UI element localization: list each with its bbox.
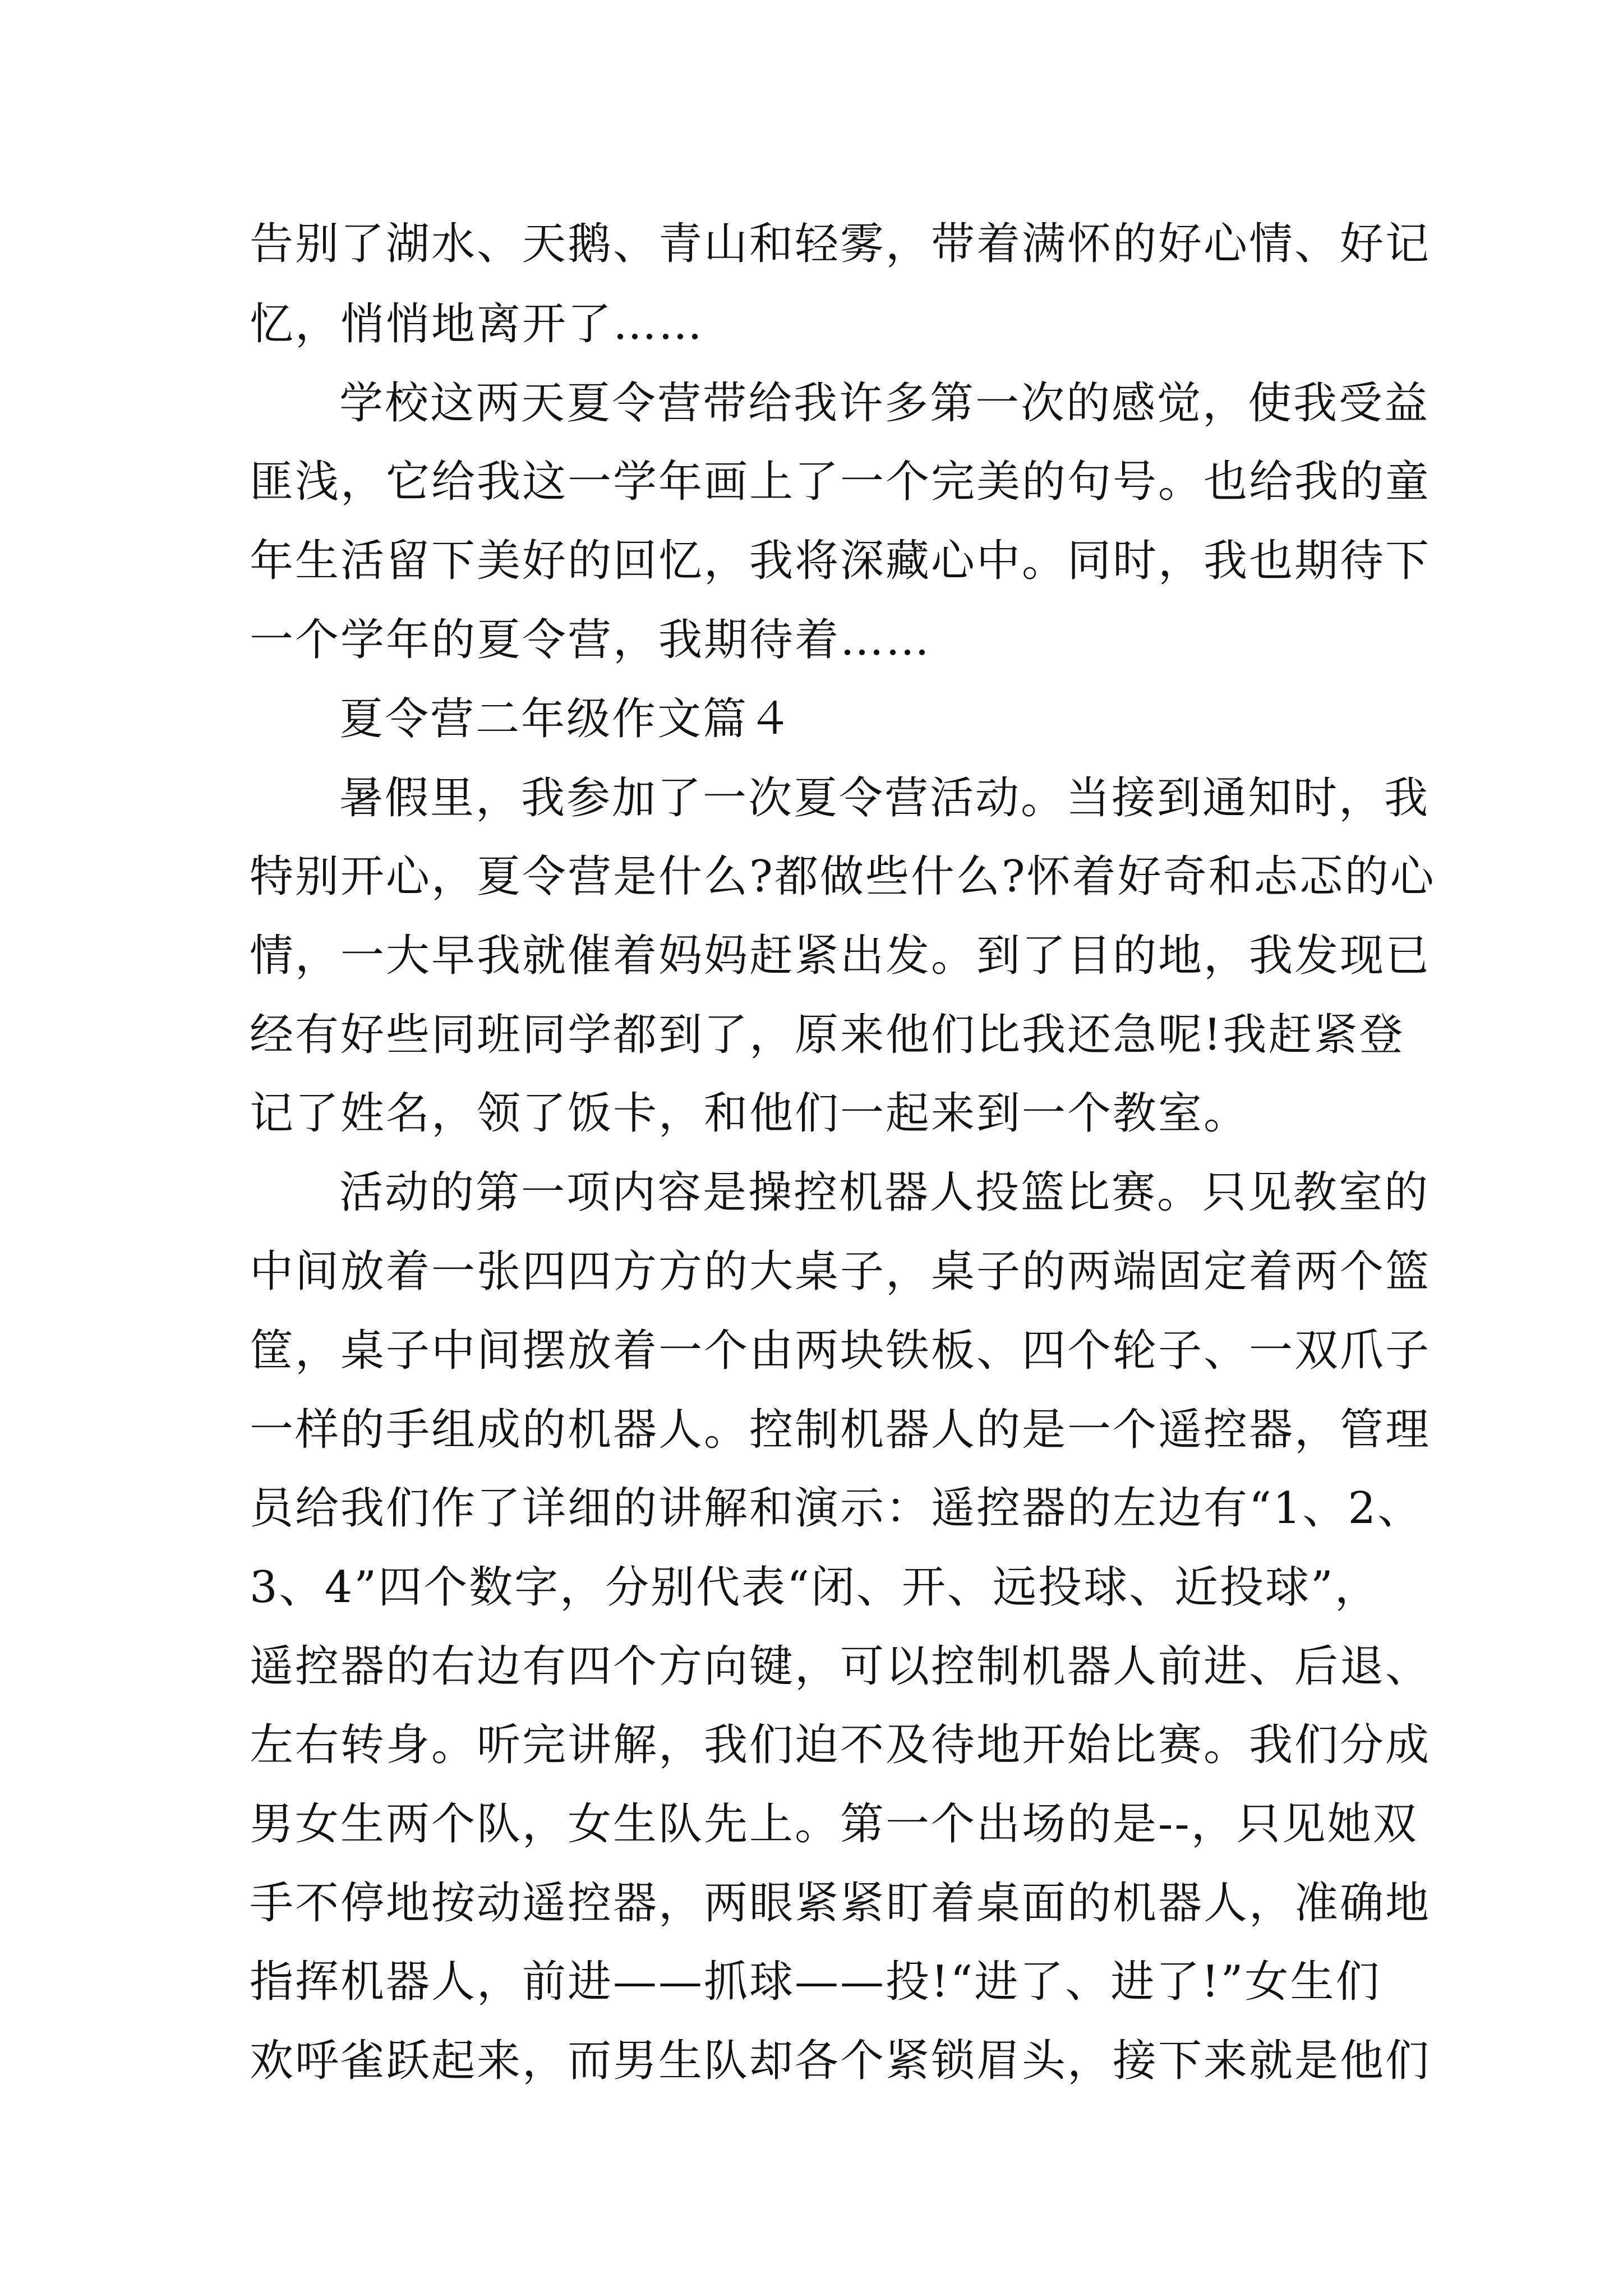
text-line: 匪浅，它给我这一学年画上了一个完美的句号。也给我的童 [250, 457, 1431, 507]
paragraph-start-line: 暑假里，我参加了一次夏令营活动。当接到通知时，我 [339, 773, 1430, 823]
text-line: 左右转身。听完讲解，我们迫不及待地开始比赛。我们分成 [250, 1720, 1431, 1770]
text-line: 告别了湖水、天鹅、青山和轻雾，带着满怀的好心情、好记 [250, 219, 1431, 269]
text-line: 年生活留下美好的回忆，我将深藏心中。同时，我也期待下 [250, 536, 1431, 586]
text-line: 筐，桌子中间摆放着一个由两块铁板、四个轮子、一双爪子 [250, 1326, 1431, 1376]
paragraph-start-line: 学校这两天夏令营带给我许多第一次的感觉，使我受益 [339, 378, 1430, 429]
paragraph-start-line: 活动的第一项内容是操控机器人投篮比赛。只见教室的 [339, 1167, 1430, 1218]
text-line: 一个学年的夏令营，我期待着…… [250, 615, 932, 665]
text-line: 情，一大早我就催着妈妈赶紧出发。到了目的地，我发现已 [250, 931, 1431, 981]
text-line: 忆，悄悄地离开了…… [250, 299, 704, 349]
text-line: 手不停地按动遥控器，两眼紧紧盯着桌面的机器人，准确地 [250, 1878, 1431, 1929]
text-line: 中间放着一张四四方方的大桌子，桌子的两端固定着两个篮 [250, 1246, 1431, 1297]
text-line: 欢呼雀跃起来，而男生队却各个紧锁眉头，接下来就是他们 [250, 2036, 1431, 2086]
section-heading: 夏令营二年级作文篇４ [339, 694, 794, 744]
text-line: 经有好些同班同学都到了，原来他们比我还急呢!我赶紧登 [250, 1010, 1405, 1060]
text-line: 记了姓名，领了饭卡，和他们一起来到一个教室。 [250, 1088, 1249, 1139]
text-line: 一样的手组成的机器人。控制机器人的是一个遥控器，管理 [250, 1405, 1431, 1455]
text-line: 遥控器的右边有四个方向键，可以控制机器人前进、后退、 [250, 1641, 1431, 1692]
text-line: 男女生两个队，女生队先上。第一个出场的是--，只见她双 [250, 1799, 1418, 1849]
text-line: 指挥机器人，前进——抓球——投!“进了、进了!”女生们 [250, 1957, 1381, 2007]
text-line: 员给我们作了详细的讲解和演示：遥控器的左边有“1、2、 [250, 1483, 1423, 1534]
text-line: 特别开心，夏令营是什么?都做些什么?怀着好奇和忐忑的心 [250, 852, 1436, 902]
text-line: 3、4”四个数字，分别代表“闭、开、远投球、近投球”， [250, 1562, 1380, 1613]
